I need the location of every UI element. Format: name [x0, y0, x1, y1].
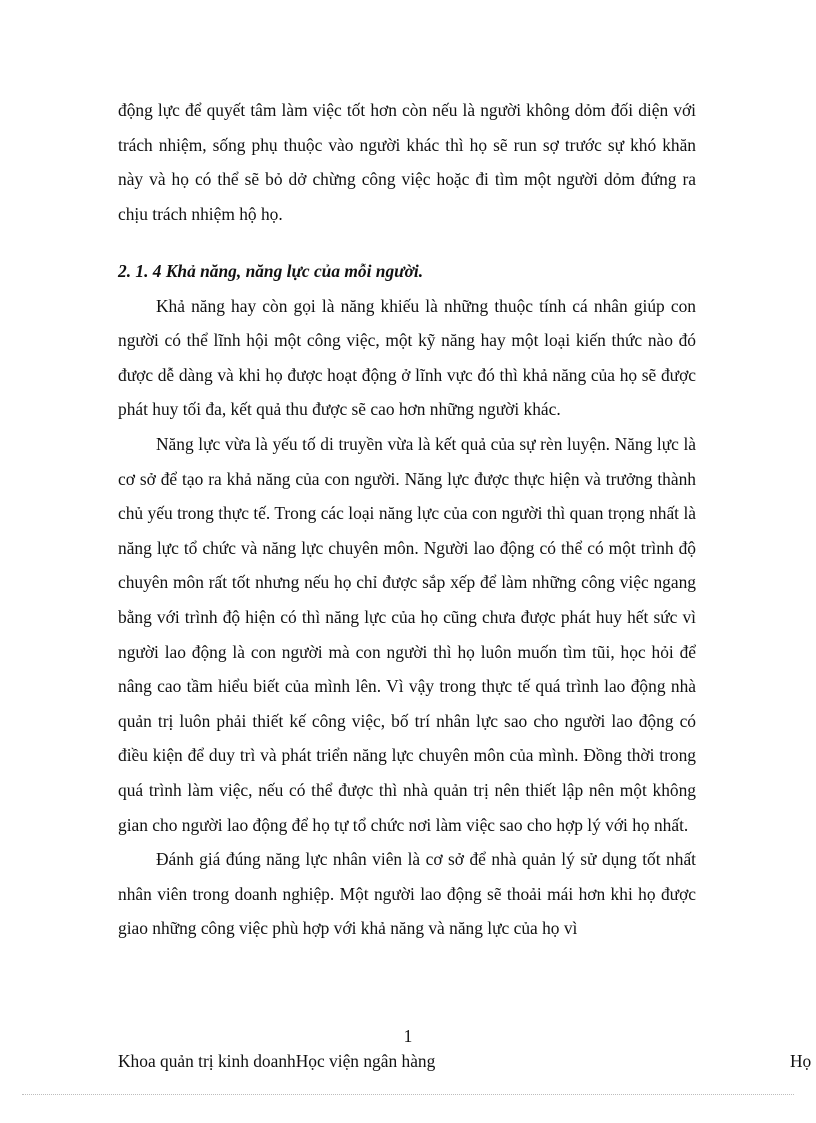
- body-paragraph-3: Đánh giá đúng năng lực nhân viên là cơ sở để nhà quản lý sử dụng tốt nhất nhân viên trong doanh nghiệp. Một người lao động sẽ thoải mái hơn khi họ được giao những công việc phù hợp với khả năng và năng lực của họ vì: [118, 849, 696, 939]
- section-heading: 2. 1. 4 Khả năng, năng lực của mỗi người.: [118, 261, 424, 281]
- continuation-paragraph: động lực để quyết tâm làm việc tốt hơn còn nếu là người không dỏm đối diện với trách nhiệm, sống phụ thuộc vào người khác thì họ sẽ run sợ trước sự khó khăn này và họ có thể sẽ bỏ dở chừng công việc hoặc đi tìm một người dỏm đứng ra chịu trách nhiệm hộ họ.: [118, 100, 696, 224]
- footer-left-text: Khoa quản trị kinh doanhHọc viện ngân hàng: [118, 1051, 436, 1071]
- page-number: 1: [403, 1026, 413, 1046]
- footer-divider: [22, 1094, 794, 1095]
- body-paragraph-1: Khả năng hay còn gọi là năng khiếu là những thuộc tính cá nhân giúp con người có thể lĩnh hội một công việc, một kỹ năng hay một loại kiến thức nào đó được dễ dàng và khi họ được hoạt động ở lĩnh vực đó thì khả năng của họ sẽ được phát huy tối đa, kết quả thu được sẽ cao hơn những người khác.: [118, 295, 696, 420]
- continuation-block: [118, 93, 696, 231]
- body-paragraph-2: Năng lực vừa là yếu tố di truyền vừa là kết quả của sự rèn luyện. Năng lực là cơ sở để tạo ra khả năng của con người. Năng lực được thực hiện và trưởng thành chủ yếu trong thực tế. Trong các loại năng lực của con người thì quan trọng nhất là năng lực tổ chức và năng lực chuyên môn. Người lao động có thể có một trình độ chuyên môn rất tốt nhưng nếu họ chỉ được sắp xếp để làm những công việc ngang bằng với trình độ hiện có thì năng lực của họ cũng chưa được phát huy hết sức vì người lao động là con người mà con người thì họ luôn muốn tìm tũi, học hỏi để nâng cao tầm hiểu biết của mình lên. Vì vậy trong thực tế quá trình lao động nhà quản trị luôn phải thiết kế công việc, bố trí nhân lực sao cho người lao động có điều kiện để duy trì và phát triển năng lực chuyên môn của mình. Đồng thời trong quá trình làm việc, nếu có thể được thì nhà quản trị nên thiết lập nên một không gian cho người lao động để họ tự tổ chức nơi làm việc sao cho hợp lý với họ nhất.: [118, 433, 696, 835]
- section-block: [118, 254, 696, 946]
- footer-right-text: Họ: [790, 1051, 812, 1071]
